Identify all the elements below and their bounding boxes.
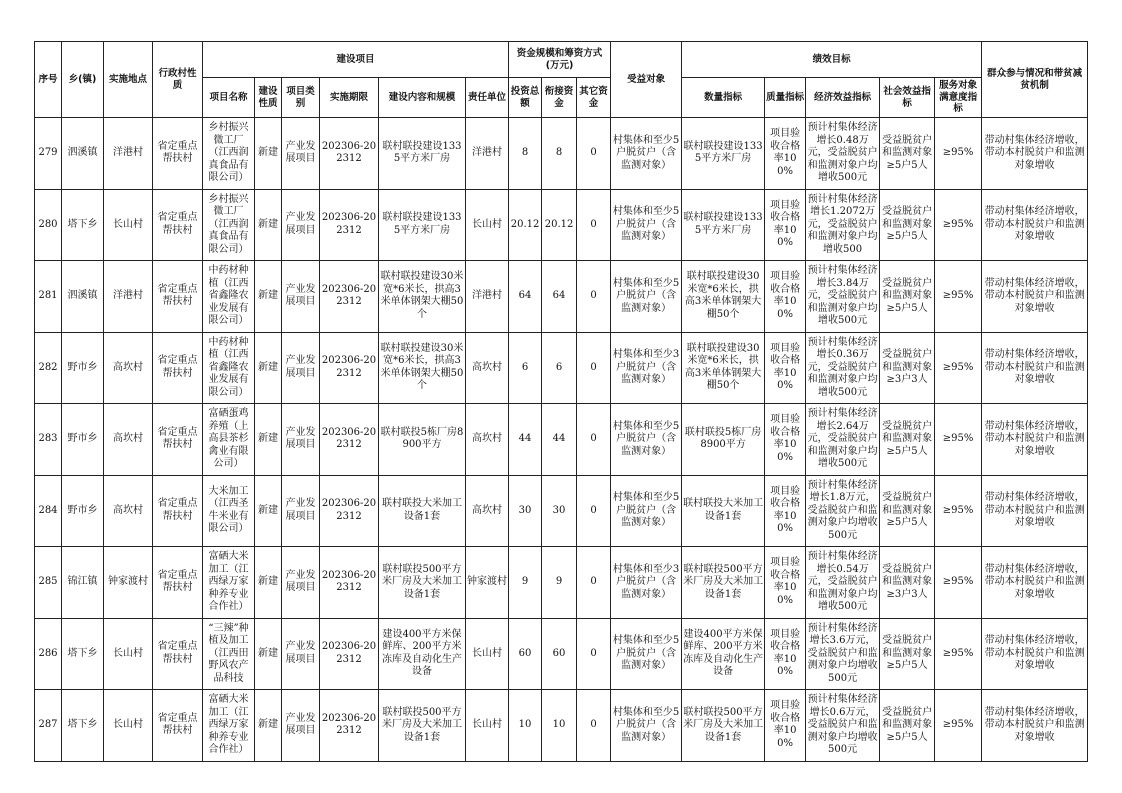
cell-quantity: 联村联投建设30米宽*6米长，拱高3米单体钢架大棚50个 [682, 332, 765, 404]
cell-total: 20.12 [509, 189, 542, 261]
cell-project-name: 富硒大米加工（江西绿万家种养专业合作社） [203, 690, 255, 762]
cell-village-type: 省定重点帮扶村 [153, 618, 203, 690]
cell-total: 44 [509, 404, 542, 476]
cell-nature: 新建 [255, 618, 282, 690]
cell-economic: 预计村集体经济增长1.2072万元，受益脱贫户和监测对象户均增收500 [806, 189, 880, 261]
cell-village-type: 省定重点帮扶村 [153, 261, 203, 333]
header-name: 项目名称 [203, 78, 255, 118]
cell-location: 高坎村 [104, 332, 153, 404]
cell-village-type: 省定重点帮扶村 [153, 332, 203, 404]
cell-category: 产业发展项目 [282, 404, 320, 476]
cell-no: 281 [35, 261, 62, 333]
cell-no: 283 [35, 404, 62, 476]
cell-social: 受益脱贫户和监测对象≥5户5人 [880, 118, 935, 190]
header-economic: 经济效益指标 [806, 78, 880, 118]
cell-unit: 高坎村 [466, 475, 509, 547]
cell-satisfaction: ≥95% [935, 332, 982, 404]
cell-other: 0 [577, 475, 611, 547]
cell-satisfaction: ≥95% [935, 189, 982, 261]
cell-social: 受益脱贫户和监测对象≥5户5人 [880, 189, 935, 261]
table-row [35, 618, 1088, 690]
table-row [35, 118, 1088, 190]
cell-township: 泗溪镇 [62, 118, 104, 190]
cell-unit: 洋港村 [466, 261, 509, 333]
table-row [35, 189, 1088, 261]
cell-project-name: 中药材种植（江西省鑫隆农业发展有限公司） [203, 332, 255, 404]
cell-content: 联村联投5栋厂房8900平方 [379, 404, 466, 476]
cell-total: 8 [509, 118, 542, 190]
cell-category: 产业发展项目 [282, 618, 320, 690]
table-row [35, 475, 1088, 547]
header-project-group: 建设项目 [203, 42, 509, 78]
cell-village-type: 省定重点帮扶村 [153, 475, 203, 547]
cell-period: 202306-202312 [320, 261, 379, 333]
cell-economic: 预计村集体经济增长0.54万元，受益脱贫户和监测对象户均增收500元 [806, 547, 880, 619]
cell-location: 高坎村 [104, 404, 153, 476]
cell-economic: 预计村集体经济增长3.6万元，受益脱贫户和监测对象户均增收500元 [806, 618, 880, 690]
cell-unit: 洋港村 [466, 118, 509, 190]
cell-quantity: 联村联投大米加工设备1套 [682, 475, 765, 547]
cell-other: 0 [577, 618, 611, 690]
cell-village-type: 省定重点帮扶村 [153, 404, 203, 476]
cell-unit: 高坎村 [466, 404, 509, 476]
cell-satisfaction: ≥95% [935, 618, 982, 690]
table-row [35, 404, 1088, 476]
cell-location: 长山村 [104, 690, 153, 762]
cell-project-name: 中药材种植（江西省鑫隆农业发展有限公司） [203, 261, 255, 333]
cell-total: 9 [509, 547, 542, 619]
cell-satisfaction: ≥95% [935, 118, 982, 190]
table-header [35, 42, 1088, 118]
cell-no: 279 [35, 118, 62, 190]
cell-social: 受益脱贫户和监测对象≥5户5人 [880, 690, 935, 762]
cell-period: 202306-202312 [320, 547, 379, 619]
cell-linked: 8 [542, 118, 577, 190]
cell-beneficiary: 村集体和至少5户脱贫户（含监测对象） [611, 189, 682, 261]
cell-category: 产业发展项目 [282, 547, 320, 619]
cell-other: 0 [577, 404, 611, 476]
cell-linked: 44 [542, 404, 577, 476]
cell-beneficiary: 村集体和至少5户脱贫户（含监测对象） [611, 690, 682, 762]
cell-location: 洋港村 [104, 261, 153, 333]
cell-linked: 10 [542, 690, 577, 762]
cell-total: 64 [509, 261, 542, 333]
cell-quantity: 联村联投建设1335平方米厂房 [682, 189, 765, 261]
cell-quantity: 联村联投建设30米宽*6米长，拱高3米单体钢架大棚50个 [682, 261, 765, 333]
cell-quality: 项目验收合格率100% [765, 118, 806, 190]
cell-content: 联村联投建设1335平方米厂房 [379, 189, 466, 261]
cell-village-type: 省定重点帮扶村 [153, 189, 203, 261]
cell-unit: 高坎村 [466, 332, 509, 404]
header-nature: 建设性质 [255, 78, 282, 118]
cell-other: 0 [577, 690, 611, 762]
cell-quality: 项目验收合格率100% [765, 332, 806, 404]
cell-content: 联村联投建设30米宽*6米长，拱高3米单体钢架大棚50个 [379, 261, 466, 333]
cell-township: 泗溪镇 [62, 261, 104, 333]
header-quality: 质量指标 [765, 78, 806, 118]
cell-participation: 带动村集体经济增收，带动本村脱贫户和监测对象增收 [982, 475, 1088, 547]
cell-period: 202306-202312 [320, 618, 379, 690]
cell-content: 联村联投500平方米厂房及大米加工设备1套 [379, 547, 466, 619]
cell-category: 产业发展项目 [282, 261, 320, 333]
cell-social: 受益脱贫户和监测对象≥5户5人 [880, 618, 935, 690]
cell-village-type: 省定重点帮扶村 [153, 690, 203, 762]
cell-village-type: 省定重点帮扶村 [153, 547, 203, 619]
cell-unit: 钟家渡村 [466, 547, 509, 619]
cell-social: 受益脱贫户和监测对象≥5户5人 [880, 404, 935, 476]
cell-unit: 长山村 [466, 618, 509, 690]
cell-economic: 预计村集体经济增长0.48万元，受益脱贫户和监测对象户均增收500元 [806, 118, 880, 190]
cell-participation: 带动村集体经济增收，带动本村脱贫户和监测对象增收 [982, 547, 1088, 619]
cell-economic: 预计村集体经济增长1.8万元，受益脱贫户和监测对象户均增收500元 [806, 475, 880, 547]
cell-category: 产业发展项目 [282, 475, 320, 547]
table-row [35, 690, 1088, 762]
cell-period: 202306-202312 [320, 118, 379, 190]
cell-nature: 新建 [255, 261, 282, 333]
header-period: 实施期限 [320, 78, 379, 118]
cell-other: 0 [577, 118, 611, 190]
cell-category: 产业发展项目 [282, 118, 320, 190]
cell-nature: 新建 [255, 690, 282, 762]
table-row [35, 547, 1088, 619]
cell-project-name: 乡村振兴微工厂（江西润真食品有限公司） [203, 189, 255, 261]
cell-no: 287 [35, 690, 62, 762]
cell-total: 30 [509, 475, 542, 547]
cell-quality: 项目验收合格率100% [765, 547, 806, 619]
cell-participation: 带动村集体经济增收，带动本村脱贫户和监测对象增收 [982, 404, 1088, 476]
cell-beneficiary: 村集体和至少5户脱贫户（含监测对象） [611, 475, 682, 547]
header-beneficiary: 受益对象 [611, 42, 682, 118]
cell-economic: 预计村集体经济增长3.84万元，受益脱贫户和监测对象户均增收500元 [806, 261, 880, 333]
header-village-type: 行政村性质 [153, 42, 203, 118]
header-total: 投资总额 [509, 78, 542, 118]
cell-economic: 预计村集体经济增长0.36万元，受益脱贫户和监测对象户均增收500元 [806, 332, 880, 404]
cell-linked: 30 [542, 475, 577, 547]
header-unit: 责任单位 [466, 78, 509, 118]
cell-quantity: 联村联投500平方米厂房及大米加工设备1套 [682, 547, 765, 619]
table-row [35, 332, 1088, 404]
cell-total: 6 [509, 332, 542, 404]
cell-other: 0 [577, 547, 611, 619]
cell-nature: 新建 [255, 118, 282, 190]
header-quantity: 数量指标 [682, 78, 765, 118]
cell-township: 塔下乡 [62, 189, 104, 261]
cell-location: 长山村 [104, 189, 153, 261]
header-linked: 衔接资金 [542, 78, 577, 118]
cell-quality: 项目验收合格率100% [765, 261, 806, 333]
header-no: 序号 [35, 42, 62, 118]
cell-participation: 带动村集体经济增收，带动本村脱贫户和监测对象增收 [982, 332, 1088, 404]
header-other: 其它资金 [577, 78, 611, 118]
cell-participation: 带动村集体经济增收，带动本村脱贫户和监测对象增收 [982, 189, 1088, 261]
header-participation: 群众参与情况和带贫减贫机制 [982, 42, 1088, 118]
cell-participation: 带动村集体经济增收，带动本村脱贫户和监测对象增收 [982, 118, 1088, 190]
cell-location: 钟家渡村 [104, 547, 153, 619]
cell-no: 285 [35, 547, 62, 619]
cell-satisfaction: ≥95% [935, 475, 982, 547]
cell-township: 野市乡 [62, 332, 104, 404]
cell-quantity: 联村联投500平方米厂房及大米加工设备1套 [682, 690, 765, 762]
table-row [35, 261, 1088, 333]
cell-period: 202306-202312 [320, 404, 379, 476]
cell-other: 0 [577, 261, 611, 333]
cell-nature: 新建 [255, 547, 282, 619]
header-fund-group: 资金规模和筹资方式(万元) [509, 42, 611, 78]
cell-nature: 新建 [255, 189, 282, 261]
cell-beneficiary: 村集体和至少3户脱贫户（含监测对象） [611, 547, 682, 619]
cell-beneficiary: 村集体和至少5户脱贫户（含监测对象） [611, 404, 682, 476]
cell-location: 长山村 [104, 618, 153, 690]
cell-social: 受益脱贫户和监测对象≥5户5人 [880, 261, 935, 333]
cell-content: 联村联投建设30米宽*6米长，拱高3米单体钢架大棚50个 [379, 332, 466, 404]
header-content: 建设内容和规模 [379, 78, 466, 118]
cell-beneficiary: 村集体和至少5户脱贫户（含监测对象） [611, 261, 682, 333]
cell-quantity: 建设400平方米保鲜库、200平方米冻库及自动化生产设备 [682, 618, 765, 690]
cell-unit: 长山村 [466, 690, 509, 762]
cell-project-name: 大米加工（江西圣牛米业有限公司） [203, 475, 255, 547]
cell-other: 0 [577, 189, 611, 261]
cell-category: 产业发展项目 [282, 690, 320, 762]
header-satisfaction: 服务对象满意度指标 [935, 78, 982, 118]
cell-no: 286 [35, 618, 62, 690]
cell-social: 受益脱贫户和监测对象≥3户3人 [880, 547, 935, 619]
cell-satisfaction: ≥95% [935, 690, 982, 762]
table-body [35, 118, 1088, 762]
cell-nature: 新建 [255, 475, 282, 547]
cell-unit: 长山村 [466, 189, 509, 261]
cell-linked: 6 [542, 332, 577, 404]
cell-period: 202306-202312 [320, 690, 379, 762]
cell-project-name: 富硒蛋鸡养殖（上高县茶杉禽业有限公司） [203, 404, 255, 476]
cell-participation: 带动村集体经济增收，带动本村脱贫户和监测对象增收 [982, 261, 1088, 333]
project-table [34, 41, 1088, 762]
cell-quantity: 联村联投5栋厂房8900平方 [682, 404, 765, 476]
cell-nature: 新建 [255, 404, 282, 476]
cell-beneficiary: 村集体和至少5户脱贫户（含监测对象） [611, 118, 682, 190]
cell-quality: 项目验收合格率100% [765, 189, 806, 261]
cell-content: 联村联投大米加工设备1套 [379, 475, 466, 547]
cell-township: 塔下乡 [62, 690, 104, 762]
cell-content: 建设400平方米保鲜库、200平方米冻库及自动化生产设备 [379, 618, 466, 690]
cell-other: 0 [577, 332, 611, 404]
cell-location: 洋港村 [104, 118, 153, 190]
cell-project-name: “三辣”种植及加工（江西田野风农产品科技 [203, 618, 255, 690]
cell-period: 202306-202312 [320, 475, 379, 547]
cell-social: 受益脱贫户和监测对象≥5户5人 [880, 475, 935, 547]
cell-no: 280 [35, 189, 62, 261]
cell-satisfaction: ≥95% [935, 261, 982, 333]
cell-satisfaction: ≥95% [935, 547, 982, 619]
cell-linked: 60 [542, 618, 577, 690]
cell-total: 60 [509, 618, 542, 690]
cell-linked: 64 [542, 261, 577, 333]
cell-participation: 带动村集体经济增收，带动本村脱贫户和监测对象增收 [982, 690, 1088, 762]
cell-satisfaction: ≥95% [935, 404, 982, 476]
cell-no: 282 [35, 332, 62, 404]
cell-project-name: 乡村振兴微工厂（江西润真食品有限公司） [203, 118, 255, 190]
cell-village-type: 省定重点帮扶村 [153, 118, 203, 190]
header-performance-group: 绩效目标 [682, 42, 982, 78]
cell-content: 联村联投500平方米厂房及大米加工设备1套 [379, 690, 466, 762]
cell-beneficiary: 村集体和至少3户脱贫户（含监测对象） [611, 332, 682, 404]
cell-quality: 项目验收合格率100% [765, 475, 806, 547]
cell-quality: 项目验收合格率100% [765, 690, 806, 762]
cell-township: 锦江镇 [62, 547, 104, 619]
cell-economic: 预计村集体经济增长0.6万元，受益脱贫户和监测对象户均增收500元 [806, 690, 880, 762]
cell-beneficiary: 村集体和至少5户脱贫户（含监测对象） [611, 618, 682, 690]
cell-nature: 新建 [255, 332, 282, 404]
cell-linked: 9 [542, 547, 577, 619]
cell-content: 联村联投建设1335平方米厂房 [379, 118, 466, 190]
header-location: 实施地点 [104, 42, 153, 118]
cell-economic: 预计村集体经济增长2.64万元，受益脱贫户和监测对象户均增收500元 [806, 404, 880, 476]
cell-project-name: 富硒大米加工（江西绿万家种养专业合作社） [203, 547, 255, 619]
cell-linked: 20.12 [542, 189, 577, 261]
cell-participation: 带动村集体经济增收，带动本村脱贫户和监测对象增收 [982, 618, 1088, 690]
cell-township: 野市乡 [62, 404, 104, 476]
cell-category: 产业发展项目 [282, 332, 320, 404]
cell-location: 高坎村 [104, 475, 153, 547]
cell-period: 202306-202312 [320, 332, 379, 404]
cell-social: 受益脱贫户和监测对象≥3户3人 [880, 332, 935, 404]
header-category: 项目类别 [282, 78, 320, 118]
cell-quantity: 联村联投建设1335平方米厂房 [682, 118, 765, 190]
header-township: 乡(镇) [62, 42, 104, 118]
cell-category: 产业发展项目 [282, 189, 320, 261]
cell-quality: 项目验收合格率100% [765, 404, 806, 476]
cell-township: 塔下乡 [62, 618, 104, 690]
cell-period: 202306-202312 [320, 189, 379, 261]
header-social: 社会效益指标 [880, 78, 935, 118]
cell-township: 野市乡 [62, 475, 104, 547]
cell-quality: 项目验收合格率100% [765, 618, 806, 690]
cell-total: 10 [509, 690, 542, 762]
cell-no: 284 [35, 475, 62, 547]
